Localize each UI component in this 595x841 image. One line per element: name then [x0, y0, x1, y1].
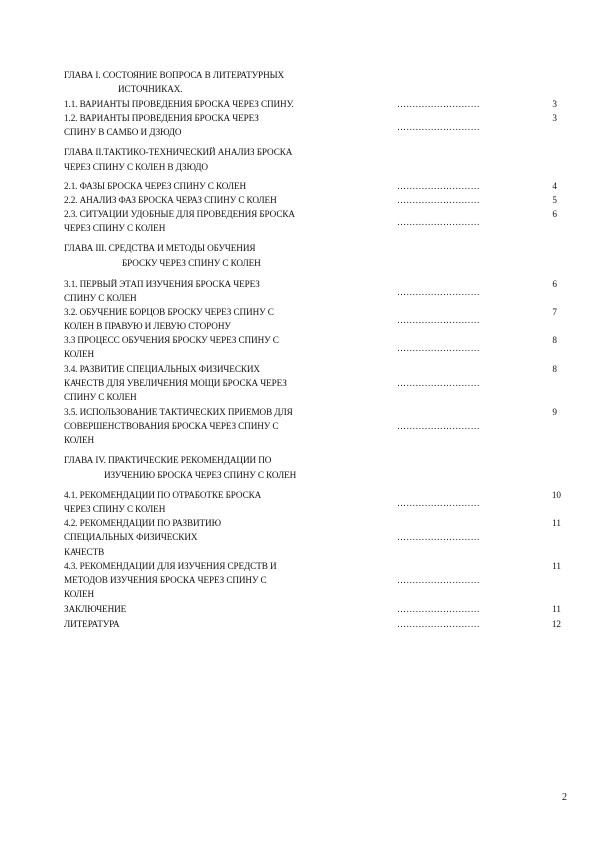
- toc-entry-4-3-line2: МЕТОДОВ ИЗУЧЕНИЯ БРОСКА ЧЕРЕЗ СПИНУ С: [64, 575, 267, 585]
- page-ref-4-3: 11: [552, 561, 561, 571]
- toc-entry-3-5-line2: СОВЕРШЕНСТВОВАНИЯ БРОСКА ЧЕРЕЗ СПИНУ С: [64, 421, 279, 431]
- toc-entry-3-4-line2: КАЧЕСТВ ДЛЯ УВЕЛИЧЕНИЯ МОЩИ БРОСКА ЧЕРЕЗ: [64, 378, 287, 388]
- chapter-2-title: ГЛАВА II.ТАКТИКО-ТЕХНИЧЕСКИЙ АНАЛИЗ БРОСКА: [64, 147, 293, 157]
- toc-entry-4-2: 4.2. РЕКОМЕНДАЦИИ ПО РАЗВИТИЮ: [64, 518, 221, 528]
- toc-entry-3-2: 3.2. ОБУЧЕНИЕ БОРЦОВ БРОСКУ ЧЕРЕЗ СПИНУ С: [64, 307, 274, 317]
- dot-leader: ………………………: [397, 122, 480, 132]
- chapter-1-title: ГЛАВА I. СОСТОЯНИЕ ВОПРОСА В ЛИТЕРАТУРНЫХ: [64, 70, 285, 80]
- toc-entry-1-1: 1.1. ВАРИАНТЫ ПРОВЕДЕНИЯ БРОСКА ЧЕРЕЗ СПИНУ.: [64, 99, 294, 109]
- page-ref-3-3: 8: [552, 335, 557, 345]
- dot-leader: ………………………: [397, 378, 480, 388]
- page-ref-2-3: 6: [552, 209, 557, 219]
- toc-entry-2-3-line2: ЧЕРЕЗ СПИНУ С КОЛЕН: [64, 223, 166, 233]
- chapter-3-title: ГЛАВА III. СРЕДСТВА И МЕТОДЫ ОБУЧЕНИЯ: [64, 243, 256, 253]
- page-ref-2-2: 5: [552, 195, 557, 205]
- chapter-1-title-line2: ИСТОЧНИКАХ.: [118, 84, 183, 94]
- toc-entry-3-3-line2: КОЛЕН: [64, 349, 95, 359]
- dot-leader: ………………………: [397, 343, 480, 353]
- toc-entry-literature: ЛИТЕРАТУРА: [64, 619, 120, 629]
- page-ref-3-2: 7: [552, 307, 557, 317]
- toc-entry-4-1: 4.1. РЕКОМЕНДАЦИИ ПО ОТРАБОТКЕ БРОСКА: [64, 490, 262, 500]
- page-ref-4-1: 10: [551, 490, 561, 500]
- toc-entry-1-2-line2: СПИНУ В САМБО И ДЗЮДО: [64, 127, 182, 137]
- toc-entry-4-3-line3: КОЛЕН: [64, 589, 95, 599]
- toc-entry-conclusion: ЗАКЛЮЧЕНИЕ: [64, 604, 127, 614]
- toc-entry-2-2: 2.2. АНАЛИЗ ФАЗ БРОСКА ЧЕРАЗ СПИНУ С КОЛЕН: [64, 195, 277, 205]
- dot-leader: ………………………: [397, 604, 480, 614]
- dot-leader: ………………………: [397, 315, 480, 325]
- toc-entry-2-3: 2.3. СИТУАЦИИ УДОБНЫЕ ДЛЯ ПРОВЕДЕНИЯ БРОСКА: [64, 209, 295, 219]
- toc-entry-3-1: 3.1. ПЕРВЫЙ ЭТАП ИЗУЧЕНИЯ БРОСКА ЧЕРЕЗ: [64, 279, 260, 289]
- dot-leader: ………………………: [397, 532, 480, 542]
- chapter-3-title-line2: БРОСКУ ЧЕРЕЗ СПИНУ С КОЛЕН: [122, 258, 261, 268]
- dot-leader: ………………………: [397, 575, 480, 585]
- toc-entry-3-5-line3: КОЛЕН: [64, 435, 95, 445]
- toc-entry-3-1-line2: СПИНУ С КОЛЕН: [64, 293, 137, 303]
- page-ref-3-5: 9: [552, 407, 557, 417]
- chapter-2-title-line2: ЧЕРЕЗ СПИНУ С КОЛЕН В ДЗЮДО: [64, 162, 208, 172]
- toc-entry-4-1-line2: ЧЕРЕЗ СПИНУ С КОЛЕН: [64, 504, 166, 514]
- toc-entry-4-3: 4.3. РЕКОМЕНДАЦИИ ДЛЯ ИЗУЧЕНИЯ СРЕДСТВ И: [64, 561, 277, 571]
- page-ref-conclusion: 11: [552, 604, 561, 614]
- page-ref-literature: 12: [551, 619, 561, 629]
- toc-entry-4-2-line3: КАЧЕСТВ: [64, 547, 105, 557]
- toc-entry-2-1: 2.1. ФАЗЫ БРОСКА ЧЕРЕЗ СПИНУ С КОЛЕН: [64, 181, 247, 191]
- dot-leader: ………………………: [397, 195, 480, 205]
- toc-entry-3-3: 3.3 ПРОЦЕСС ОБУЧЕНИЯ БРОСКУ ЧЕРЕЗ СПИНУ С: [64, 335, 279, 345]
- dot-leader: ………………………: [397, 217, 480, 227]
- page-number: 2: [562, 792, 567, 803]
- chapter-4-title: ГЛАВА IV. ПРАКТИЧЕСКИЕ РЕКОМЕНДАЦИИ ПО: [64, 455, 272, 465]
- toc-entry-3-2-line2: КОЛЕН В ПРАВУЮ И ЛЕВУЮ СТОРОНУ: [64, 321, 231, 331]
- toc-entry-1-2: 1.2. ВАРИАНТЫ ПРОВЕДЕНИЯ БРОСКА ЧЕРЕЗ: [64, 113, 259, 123]
- dot-leader: ………………………: [397, 99, 480, 109]
- dot-leader: ………………………: [397, 619, 480, 629]
- toc-entry-3-4: 3.4. РАЗВИТИЕ СПЕЦИАЛЬНЫХ ФИЗИЧЕСКИХ: [64, 364, 260, 374]
- page-ref-1-2: 3: [552, 113, 557, 123]
- page-ref-4-2: 11: [552, 518, 561, 528]
- page-ref-2-1: 4: [552, 181, 557, 191]
- chapter-4-title-line2: ИЗУЧЕНИЮ БРОСКА ЧЕРЕЗ СПИНУ С КОЛЕН: [104, 470, 297, 480]
- toc-entry-4-2-line2: СПЕЦИАЛЬНЫХ ФИЗИЧЕСКИХ: [64, 532, 198, 542]
- dot-leader: ………………………: [397, 421, 480, 431]
- page-ref-3-1: 6: [552, 279, 557, 289]
- page-ref-1-1: 3: [552, 99, 557, 109]
- page-ref-3-4: 8: [552, 364, 557, 374]
- dot-leader: ………………………: [397, 181, 480, 191]
- dot-leader: ………………………: [397, 498, 480, 508]
- dot-leader: ………………………: [397, 287, 480, 297]
- toc-entry-3-5: 3.5. ИСПОЛЬЗОВАНИЕ ТАКТИЧЕСКИХ ПРИЕМОВ ДЛЯ: [64, 407, 293, 417]
- toc-entry-3-4-line3: СПИНУ С КОЛЕН: [64, 392, 137, 402]
